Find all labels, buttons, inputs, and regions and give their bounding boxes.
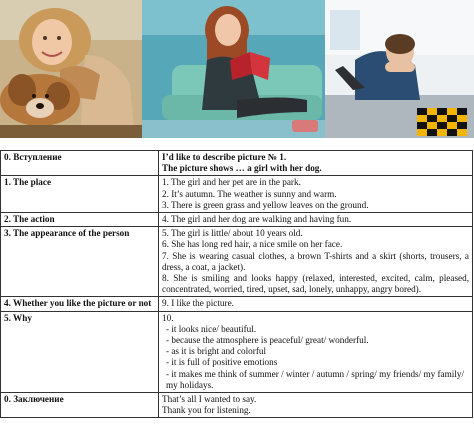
girl-with-dog-illustration [0,0,142,138]
row-content [159,311,473,392]
row-line: - because the atmosphere is peaceful/ great/ wonderful. [166,335,369,346]
row-line: Thank you for listening. [162,405,251,416]
row-line: 9. I like the picture. [162,298,234,309]
row-label: 0. Вступление [1,151,159,176]
row-line: - it looks nice/ beautiful. [166,323,257,334]
row-content [159,151,473,176]
table-row [1,227,473,297]
boy-playing-checkers-illustration [325,0,474,138]
row-content [159,227,473,297]
row-line: - as it is bright and colorful [166,346,267,357]
row-line: 5. The girl is little/ about 10 years old. [162,228,303,239]
row-line: 10. [162,312,174,323]
woman-reading-illustration [142,0,325,138]
row-content [159,297,473,311]
row-line: - it is full of positive emotions [166,357,278,368]
row-line: I’d like to describe picture № 1. [162,152,287,162]
girl-with-dog-photo [0,0,142,138]
row-line: - it makes me think of summer / winter / autumn / spring/ my friends/ my family/ my holidays. [166,368,465,390]
table-row [1,311,473,392]
row-line: That’s all I wanted to say. [162,394,257,405]
row-line: 6. She has long red hair, a nice smile on her face. [162,239,343,250]
row-label: 0. Заключение [1,393,159,418]
row-line: The picture shows … a girl with her dog. [162,163,322,174]
speaking-plan-table [0,150,473,418]
row-label: 2. The action [1,213,159,227]
row-line: 8. She is smiling and looks happy (relaxed, interested, excited, calm, pleased, concentrated, worried, tired, upset, sad, lonely, unhappy, angry bored). [162,273,469,295]
table-row [1,213,473,227]
row-line: 3. There is green grass and yellow leaves on the ground. [162,199,369,210]
row-label: 1. The place [1,176,159,213]
row-content [159,176,473,213]
row-line: 2. It’s autumn. The weather is sunny and warm. [162,188,337,199]
table-row [1,176,473,213]
table-row [1,151,473,176]
row-label: 4. Whether you like the picture or not [1,297,159,311]
row-line: 1. The girl and her pet are in the park. [162,177,301,188]
table-row [1,393,473,418]
boy-playing-checkers-photo [325,0,474,138]
woman-reading-photo [142,0,325,138]
row-label: 5. Why [1,311,159,392]
row-line: 4. The girl and her dog are walking and having fun. [162,214,352,225]
row-line: 7. She is wearing casual clothes, a brown T-shirts and a skirt (shorts, trousers, a dress, a coat, a jacket). [162,250,469,272]
row-label: 3. The appearance of the person [1,227,159,297]
table-row [1,297,473,311]
row-content [159,213,473,227]
photo-strip [0,0,474,140]
row-content [159,393,473,418]
